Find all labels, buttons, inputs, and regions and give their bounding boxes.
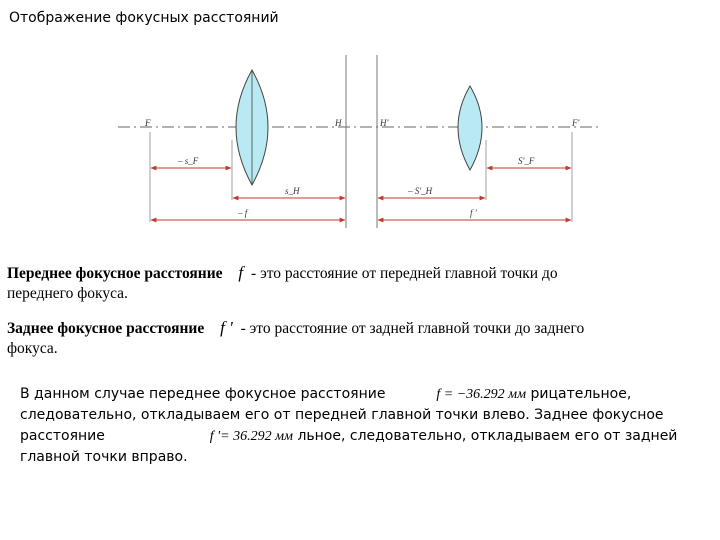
back-focal-text-line1: - это расстояние от задней главной точки до заднего — [240, 320, 585, 337]
front-focal-text-line2: переднего фокуса. — [7, 285, 128, 302]
label-f: F — [145, 118, 151, 128]
label-sh: s_H — [285, 186, 300, 196]
front-focal-text-line1: - это расстояние от передней главной точки до — [251, 265, 558, 282]
back-focal-text-line2: фокуса. — [7, 340, 58, 357]
explanation-note — [20, 384, 710, 468]
label-f-prime: F' — [572, 118, 580, 128]
note-part4: льное, следовательно, откладываем его от задней — [297, 428, 678, 444]
front-focal-definition — [7, 263, 558, 304]
label-f-prime-dim: f ' — [470, 208, 477, 218]
note-part3: расстояние — [20, 428, 105, 444]
back-lens — [458, 86, 482, 170]
note-line4: главной точки вправо. — [20, 449, 188, 465]
label-s-prime-f: S'_F — [518, 156, 535, 166]
label-minus-f: – f — [238, 208, 248, 218]
note-part2: рицательное, — [530, 386, 632, 402]
note-part1: В данном случае переднее фокусное расстояние — [20, 386, 386, 402]
label-minus-s-prime-h: – S'_H — [408, 186, 433, 196]
label-minus-sf: – s_F — [178, 156, 199, 166]
label-h-prime: H' — [380, 118, 389, 128]
front-focal-term: Переднее фокусное расстояние — [7, 265, 223, 282]
focal-distance-diagram — [0, 0, 720, 250]
note-formula-front: f = −36.292 мм — [436, 387, 527, 402]
note-line2: следовательно, откладываем его от передней главной точки влево. Заднее фокусное — [20, 407, 664, 423]
note-formula-back: f '= 36.292 мм — [209, 429, 293, 444]
label-h: H — [335, 118, 342, 128]
front-focal-symbol: f — [238, 263, 244, 282]
back-focal-term: Заднее фокусное расстояние — [7, 320, 205, 337]
back-focal-symbol: f ' — [220, 318, 233, 337]
page-title: Отображение фокусных расстояний — [9, 10, 279, 26]
back-focal-definition — [7, 318, 584, 359]
